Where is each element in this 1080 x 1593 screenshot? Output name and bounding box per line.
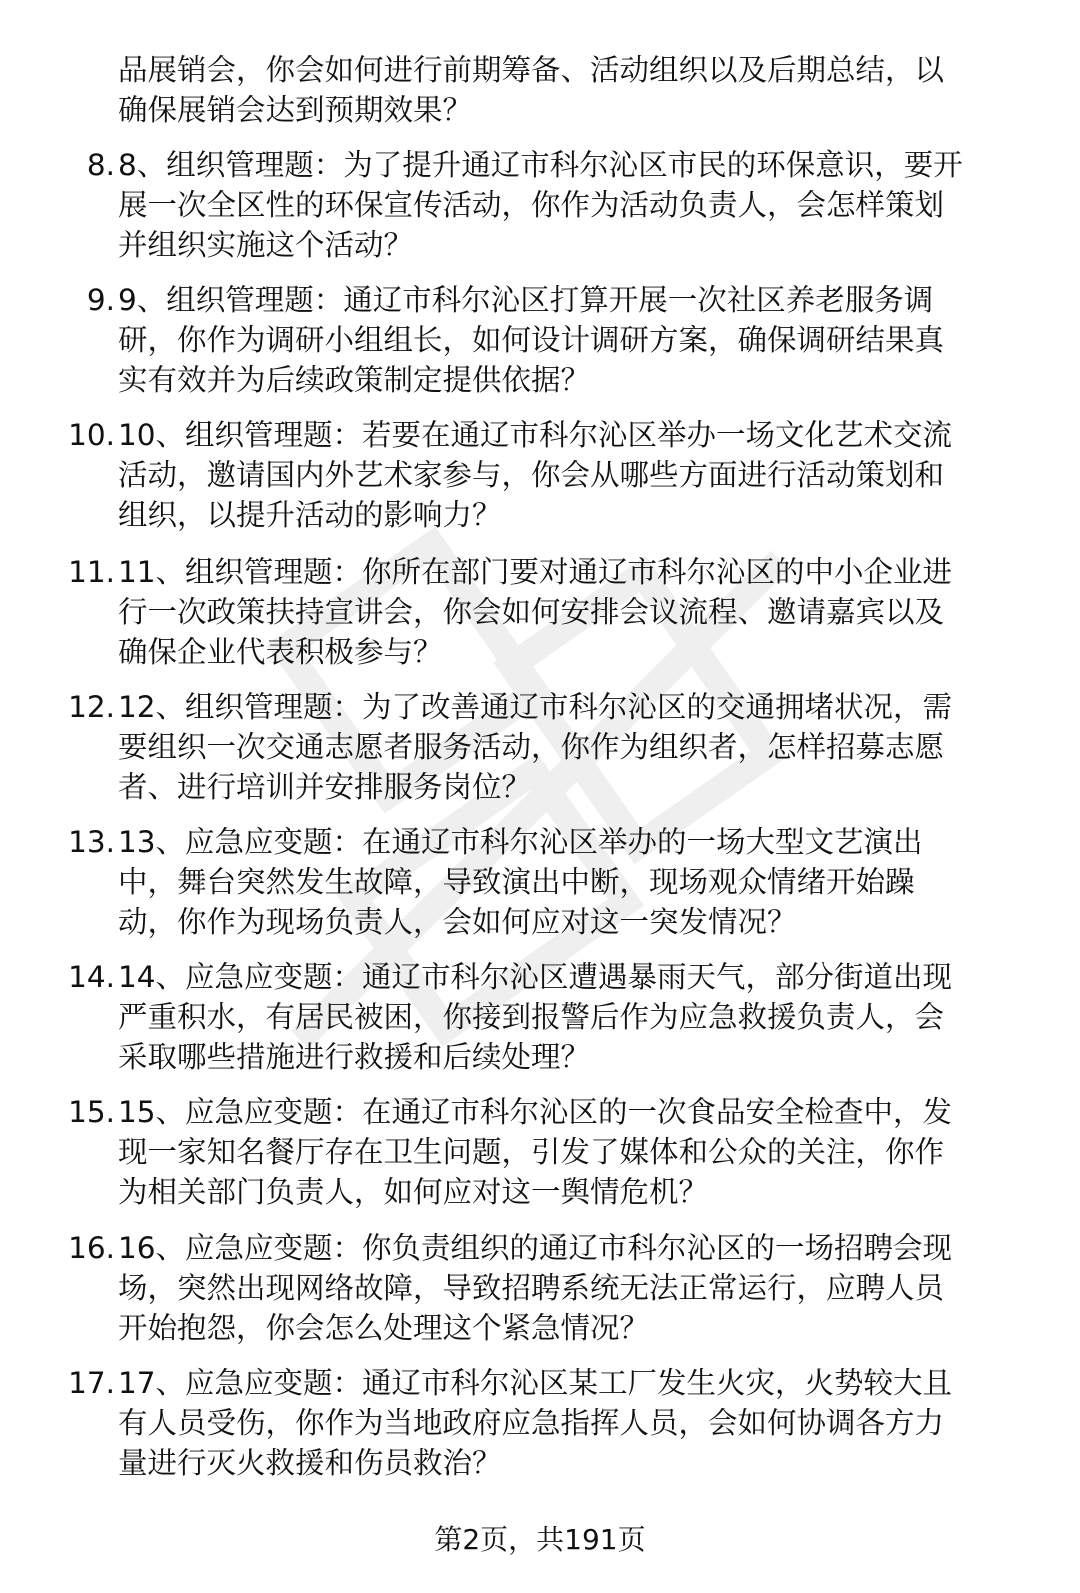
list-item-line: 17、应急应变题：通辽市科尔沁区某工厂发生火灾，火势较大且 <box>118 1366 953 1400</box>
list-item-number: 8. <box>86 148 115 182</box>
list-item-line: 活动，邀请国内外艺术家参与，你会从哪些方面进行活动策划和 <box>118 458 945 492</box>
list-item-line: 15、应急应变题：在通辽市科尔沁区的一次食品安全检查中，发 <box>118 1095 953 1129</box>
list-item-line: 场，突然出现网络故障，导致招聘系统无法正常运行，应聘人员 <box>118 1271 945 1305</box>
list-item-line: 12、组织管理题：为了改善通辽市科尔沁区的交通拥堵状况，需 <box>118 690 953 724</box>
list-item-line: 14、应急应变题：通辽市科尔沁区遭遇暴雨天气，部分街道出现 <box>118 960 953 994</box>
list-item-number: 17. <box>68 1366 115 1400</box>
list-item-line: 研，你作为调研小组组长，如何设计调研方案，确保调研结果真 <box>118 323 945 357</box>
list-item-line: 10、组织管理题：若要在通辽市科尔沁区举办一场文化艺术交流 <box>118 418 953 452</box>
list-item-line: 组织，以提升活动的影响力？ <box>118 498 502 532</box>
list-item-line: 展一次全区性的环保宣传活动，你作为活动负责人，会怎样策划 <box>118 188 945 222</box>
list-item-line: 开始抱怨，你会怎么处理这个紧急情况？ <box>118 1311 650 1345</box>
list-item-line: 确保企业代表积极参与？ <box>118 635 443 669</box>
list-item-line: 现一家知名餐厅存在卫生问题，引发了媒体和公众的关注，你作 <box>118 1135 945 1169</box>
list-item-line: 严重积水，有居民被困，你接到报警后作为应急救援负责人，会 <box>118 1000 945 1034</box>
list-item-number: 15. <box>68 1095 115 1129</box>
list-item-line: 行一次政策扶持宣讲会，你会如何安排会议流程、邀请嘉宾以及 <box>118 595 945 629</box>
list-item-line: 9、组织管理题：通辽市科尔沁区打算开展一次社区养老服务调 <box>118 283 934 317</box>
list-item-line: 13、应急应变题：在通辽市科尔沁区举办的一场大型文艺演出 <box>118 825 923 859</box>
page-number-footer: 第2页，共191页 <box>434 1523 646 1556</box>
list-item-line: 量进行灭火救援和伤员救治？ <box>118 1446 502 1480</box>
list-item-number: 14. <box>68 960 115 994</box>
continuation-line: 品展销会，你会如何进行前期筹备、活动组织以及后期总结，以 <box>118 53 945 87</box>
list-item-number: 16. <box>68 1231 115 1265</box>
list-item-line: 采取哪些措施进行救援和后续处理？ <box>118 1040 591 1074</box>
continuation-line: 确保展销会达到预期效果？ <box>118 93 473 127</box>
list-item-line: 中，舞台突然发生故障，导致演出中断，现场观众情绪开始躁 <box>118 865 915 899</box>
list-item-number: 9. <box>86 283 115 317</box>
list-item-line: 并组织实施这个活动？ <box>118 228 414 262</box>
list-item-number: 13. <box>68 825 115 859</box>
list-item-number: 11. <box>68 555 115 589</box>
list-item-line: 11、组织管理题：你所在部门要对通辽市科尔沁区的中小企业进 <box>118 555 953 589</box>
list-item-line: 者、进行培训并安排服务岗位？ <box>118 770 532 804</box>
list-item-line: 动，你作为现场负责人，会如何应对这一突发情况？ <box>118 905 797 939</box>
list-item-line: 有人员受伤，你作为当地政府应急指挥人员，会如何协调各方力 <box>118 1406 945 1440</box>
list-item-number: 12. <box>68 690 115 724</box>
list-item-number: 10. <box>68 418 115 452</box>
list-item-line: 实有效并为后续政策制定提供依据？ <box>118 363 591 397</box>
list-item-line: 为相关部门负责人，如何应对这一舆情危机？ <box>118 1175 709 1209</box>
list-item-line: 要组织一次交通志愿者服务活动，你作为组织者，怎样招募志愿 <box>118 730 945 764</box>
list-item-line: 8、组织管理题：为了提升通辽市科尔沁区市民的环保意识，要开 <box>118 148 963 182</box>
list-item-line: 16、应急应变题：你负责组织的通辽市科尔沁区的一场招聘会现 <box>118 1231 953 1265</box>
